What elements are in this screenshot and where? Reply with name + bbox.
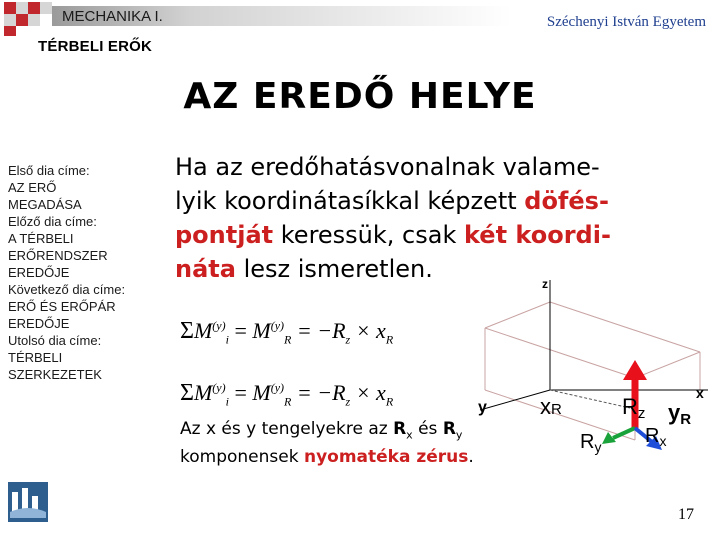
last-slide-link[interactable]: TÉRBELI SZERKEZETEK [8,350,102,382]
paragraph-line-3: pontját keressük, csak két koordi- [175,221,611,249]
main-paragraph [175,150,715,286]
section-title: TÉRBELI ERŐK [38,38,153,55]
course-title: MECHANIKA I. [62,8,163,25]
header-square-red-1 [4,2,16,14]
first-slide-label: Első dia címe: [8,163,90,178]
header-square-grey-4 [40,2,52,14]
xr-label: xR [540,394,562,419]
slide-title: AZ EREDŐ HELYE [183,76,537,117]
first-slide-link[interactable]: AZ ERŐ MEGADÁSA [8,180,82,212]
z-axis-label: z [542,277,548,291]
university-logo [8,482,48,527]
header-square-grey-3 [28,14,40,26]
header-square-red-2 [16,14,28,26]
slide-navigation [8,162,178,383]
prev-slide-label: Előző dia címe: [8,214,97,229]
prev-slide-link[interactable]: A TÉRBELI ERŐRENDSZER EREDŐJE [8,231,108,280]
paragraph-line-4: náta lesz ismeretlen. [175,255,433,283]
yr-label: yR [668,400,692,428]
university-name: Széchenyi István Egyetem [546,14,706,30]
bottom-statement [180,418,590,468]
x-axis-label: x [696,385,704,401]
rx-label: $R_x$ [645,425,667,449]
bottom-line-2: komponensek nyomatéka zérus. [180,447,474,468]
next-slide-link[interactable]: ERŐ ÉS ERŐPÁR EREDŐJE [8,299,116,331]
moment-equation-1: $\Sigma M^{(y)}_i = M^{(y)}_R = -R_z \times x_R$ [180,318,394,347]
rz-label: Rz [622,394,646,422]
rz-arrow-head [623,360,647,380]
next-slide-label: Következő dia címe: [8,282,126,297]
page-number: 17 [678,506,694,523]
xr-line [550,390,630,408]
last-slide-label: Utolsó dia címe: [8,333,102,348]
moment-equation-2: $\Sigma M^{(y)}_i = M^{(y)}_R = -R_z \times x_R$ [180,380,394,409]
logo-icon [8,482,48,522]
y-axis-label: y [478,399,487,416]
paragraph-line-2: lyik koordinátasíkkal képzett döfés- [175,187,609,215]
ry-label: $R_y$ [580,431,602,455]
header-square-red-4 [4,26,16,36]
paragraph-line-1: Ha az eredőhatásvonalnak valame- [175,153,600,181]
header-square-grey-1 [16,2,28,14]
header-square-grey-2 [4,14,16,26]
header-square-red-3 [28,2,40,14]
bottom-line-1: Az x és y tengelyekre az $R_x$ és $R_y$ [180,419,463,442]
